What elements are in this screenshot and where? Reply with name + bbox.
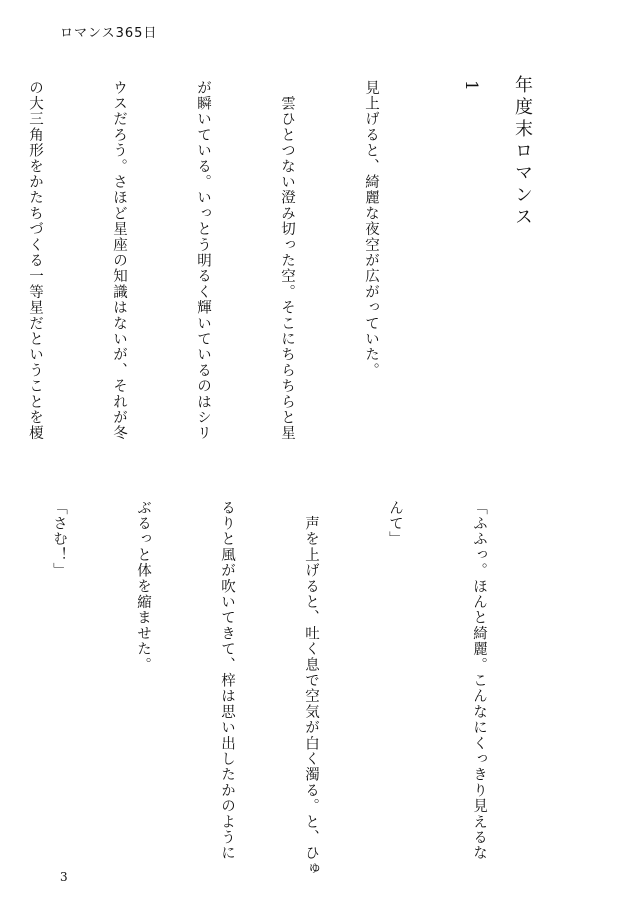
text-column: 「さむ！」 xyxy=(51,500,67,579)
chapter-number: 1 xyxy=(461,80,481,91)
text-column: が瞬いている。いっとう明るく輝いているのはシリ xyxy=(195,80,211,442)
text-column: の大三角形をかたちづくる一等星だということを榎 xyxy=(27,80,43,442)
text-column: 見上げると、綺麗な夜空が広がっていた。 xyxy=(363,80,379,379)
chapter-title: 年度末ロマンス xyxy=(512,75,533,229)
text-column: 雲ひとつない澄み切った空。そこにちらちらと星 xyxy=(279,80,295,442)
text-column: 「ふふっ。ほんと綺麗。こんなにくっきり見えるな xyxy=(471,500,487,862)
lower-body-text xyxy=(0,500,549,890)
text-column: 声を上げると、吐く息で空気が白く濁る。と、ひゅ xyxy=(303,500,319,877)
text-column: んて」 xyxy=(387,500,403,548)
text-column: ぶるっと体を縮ませた。 xyxy=(135,500,151,673)
page-number: 3 xyxy=(60,870,68,884)
text-column: るりと風が吹いてきて、梓は思い出したかのように xyxy=(219,500,235,862)
running-header-title: ロマンス365日 xyxy=(60,26,158,41)
upper-body-text xyxy=(0,80,441,460)
text-column: ウスだろう。さほど星座の知識はないが、それが冬 xyxy=(111,80,127,442)
